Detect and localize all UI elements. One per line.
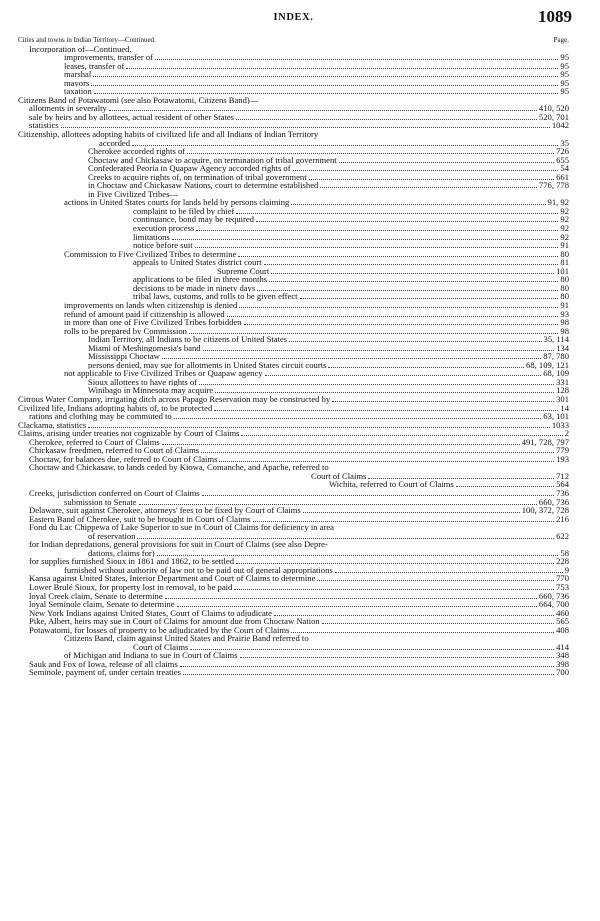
entry-text: limitations: [133, 232, 170, 242]
index-entry: [18, 446, 569, 455]
entry-text: in Choctaw and Chickasaw Nations, court to determine established: [88, 181, 319, 190]
entry-page-ref: Page.: [553, 36, 569, 44]
entry-text: Kansa against United States, Interior Department and Court of Claims to determine: [29, 574, 316, 583]
entry-page-ref: 58: [560, 548, 569, 558]
dot-leader: [236, 213, 558, 214]
entry-page-ref: 1042: [551, 121, 569, 131]
index-entry: [18, 224, 569, 233]
dot-leader: [162, 444, 520, 445]
entry-page-ref: 712: [556, 471, 569, 481]
index-entry: [18, 79, 569, 88]
entry-page-ref: 14: [560, 403, 569, 413]
dot-leader: [177, 606, 537, 607]
index-entry: [18, 395, 569, 404]
dot-leader: [303, 512, 520, 513]
entry-text: Creeks to acquire rights of, on termination of tribal government: [88, 172, 307, 182]
entry-text: Confederated Peoria in Quapaw Agency accorded rights of: [88, 164, 291, 173]
entry-text: dations, claims for): [88, 548, 155, 558]
index-entry: [18, 506, 569, 515]
entry-page-ref: 91: [560, 300, 569, 310]
entry-page-ref: 622: [556, 531, 569, 541]
entry-page-ref: 95: [560, 87, 569, 96]
entry-text: Eastern Band of Cherokee, suit to be brought in Court of Claims: [29, 514, 251, 524]
entry-page-ref: 776, 778: [538, 181, 569, 190]
entry-page-ref: 228: [556, 557, 569, 566]
entry-text: loyal Creek claim, Senate to determine: [29, 591, 163, 601]
entry-text: rolls to be prepared by Commission: [64, 326, 187, 336]
entry-text: complaint to be filed by chief: [133, 206, 235, 216]
dot-leader: [203, 350, 555, 351]
dot-leader: [183, 674, 554, 675]
index-entry: [18, 62, 569, 71]
entry-text: New York Indians against United States, Court of Claims to adjudicate: [29, 608, 272, 618]
entry-page-ref: 92: [560, 206, 569, 216]
dot-leader: [61, 127, 550, 128]
index-entry: [18, 523, 569, 532]
entry-page-ref: 660, 736: [538, 497, 569, 507]
index-entry: [18, 53, 569, 62]
entry-page-ref: 216: [556, 514, 569, 524]
header-title: INDEX.: [273, 12, 314, 23]
dot-leader: [214, 410, 558, 411]
entry-text: in more than one of Five Civilized Tribes forbidden: [64, 318, 242, 327]
entry-page-ref: 81: [560, 258, 569, 267]
index-entry: [18, 498, 569, 507]
index-entry: [18, 557, 569, 566]
entry-page-ref: 54: [560, 164, 569, 173]
entry-page-ref: 408: [556, 625, 569, 635]
entry-page-ref: 2: [564, 429, 569, 438]
dot-leader: [132, 145, 558, 146]
index-entry: [18, 566, 569, 575]
entry-text: persons denied, may sue for allotments in United States circuit courts: [88, 360, 327, 370]
dot-leader: [289, 341, 541, 342]
index-entry: [18, 318, 569, 327]
entry-page-ref: 134: [556, 343, 569, 353]
index-entry: [18, 292, 569, 301]
entry-text: refund of amount paid if citizenship is allowed: [64, 309, 225, 319]
dot-leader: [155, 59, 558, 60]
entry-text: actions in United States courts for lands held by persons claiming: [64, 198, 290, 207]
entry-text: Court of Claims: [133, 642, 189, 652]
index-entry: [18, 241, 569, 250]
entry-page-ref: 1033: [551, 420, 569, 430]
entry-text: Pike, Albert, heirs may sue in Court of Claims for amount due from Choctaw Nation: [29, 617, 320, 626]
index-entry: [18, 489, 569, 498]
index-entry: [18, 173, 569, 182]
entry-page-ref: 128: [556, 386, 569, 395]
entry-text: statistics: [29, 121, 59, 131]
entry-page-ref: 98: [560, 318, 569, 327]
index-entry: [18, 515, 569, 524]
entry-text: Commission to Five Civilized Tribes to determine: [64, 249, 237, 259]
index-entry: [18, 233, 569, 242]
entry-text: sale by heirs and by allottees, actual resident of other States: [29, 112, 234, 122]
dot-leader: [215, 392, 554, 393]
index-entry: [18, 404, 569, 413]
index-entry: [18, 139, 569, 148]
entry-text: Citizens Band, claim against United States and Prairie Band referred to: [64, 634, 309, 643]
dot-leader: [88, 427, 550, 428]
entry-text: furnished without authority of law not to be paid out of general appropriations: [64, 565, 333, 575]
index-entry: [18, 70, 569, 79]
entry-text: loyal Seminole claim, Senate to determine: [29, 600, 175, 609]
entry-text: Supreme Court: [217, 266, 270, 276]
dot-leader: [332, 401, 554, 402]
index-entry: [18, 651, 569, 660]
entry-text: submission to Senate: [64, 497, 137, 507]
dot-leader: [202, 495, 554, 496]
index-entry: [18, 369, 569, 378]
index-entries: [18, 36, 569, 677]
dot-leader: [257, 290, 558, 291]
entry-text: Cherokee accorded rights of: [88, 147, 186, 156]
index-entry: [18, 609, 569, 618]
dot-leader: [174, 418, 541, 419]
dot-leader: [339, 162, 554, 163]
index-entry: [18, 327, 569, 336]
entry-text: Delaware, suit against Cherokee, attorneys' fees to be fixed by Court of Claims: [29, 506, 301, 515]
entry-page-ref: 101: [556, 266, 569, 276]
entry-page-ref: 660, 736: [538, 591, 569, 601]
index-entry: [18, 472, 569, 481]
entry-page-ref: 87, 780: [543, 352, 569, 361]
dot-leader: [91, 85, 558, 86]
entry-page-ref: 9: [564, 565, 569, 575]
index-entry: [18, 121, 569, 130]
index-entry: [18, 344, 569, 353]
dot-leader: [93, 76, 558, 77]
entry-page-ref: 95: [560, 61, 569, 71]
index-entry: [18, 284, 569, 293]
entry-page-ref: 398: [556, 659, 569, 669]
index-entry: [18, 130, 569, 139]
entry-page-ref: 410, 520: [538, 104, 569, 113]
entry-page-ref: 348: [556, 651, 569, 660]
index-entry: [18, 215, 569, 224]
entry-page-ref: 80: [560, 292, 569, 301]
page-header: [18, 7, 572, 31]
entry-page-ref: 779: [556, 446, 569, 455]
entry-page-ref: 95: [560, 53, 569, 62]
dot-leader: [189, 333, 558, 334]
entry-text: Cherokee, referred to Court of Claims: [29, 437, 160, 447]
dot-leader: [137, 538, 554, 539]
index-entry: [18, 463, 569, 472]
entry-page-ref: 63, 101: [543, 412, 569, 421]
dot-leader: [317, 580, 554, 581]
dot-leader: [274, 615, 554, 616]
entry-page-ref: 736: [556, 488, 569, 498]
index-entry: [18, 198, 569, 207]
dot-leader: [162, 358, 541, 359]
entry-text: rations and clothing may be commuted to: [29, 412, 172, 421]
entry-page-ref: 753: [556, 583, 569, 592]
entry-page-ref: 95: [560, 78, 569, 88]
dot-leader: [219, 461, 554, 462]
entry-page-ref: 655: [556, 155, 569, 165]
dot-leader: [234, 589, 554, 590]
entry-text: improvements on lands when citizenship is denied: [64, 300, 238, 310]
entry-page-ref: 92: [560, 232, 569, 242]
index-entry: [18, 574, 569, 583]
index-entry: [18, 592, 569, 601]
dot-leader: [94, 93, 559, 94]
entry-text: of Michigan and Indiana to sue in Court of Claims: [64, 651, 238, 660]
entry-text: Chickasaw freedmen, referred to Court of Claims: [29, 446, 200, 455]
entry-text: taxation: [64, 87, 92, 96]
index-entry: [18, 412, 569, 421]
entry-text: marshal: [64, 70, 92, 79]
index-entry: [18, 156, 569, 165]
dot-leader: [320, 187, 537, 188]
dot-leader: [253, 521, 555, 522]
dot-leader: [201, 452, 554, 453]
header-page-number: 1089: [538, 7, 572, 26]
entry-text: Creeks, jurisdiction conferred on Court of Claims: [29, 488, 200, 498]
index-entry: [18, 617, 569, 626]
dot-leader: [240, 657, 555, 658]
dot-leader: [456, 486, 554, 487]
index-entry: [18, 45, 569, 54]
entry-text: tribal laws, customs, and rolls to be given effect: [133, 292, 298, 301]
entry-text: leases, transfer of: [64, 61, 125, 71]
entry-page-ref: 80: [560, 275, 569, 284]
entry-text: Indian Territory, all Indians to be citizens of United States: [88, 335, 288, 344]
dot-leader: [109, 110, 537, 111]
index-entry: [18, 36, 569, 45]
entry-text: Lower Brulé Sioux, for property lost in removal, to be paid: [29, 583, 233, 592]
dot-leader: [236, 119, 537, 120]
entry-text: Fond du Lac Chippewa of Lake Superior to sue in Court of Claims for deficiency in area: [29, 523, 334, 532]
entry-text: allotments in severalty: [29, 104, 107, 113]
index-entry: [18, 549, 569, 558]
dot-leader: [265, 375, 542, 376]
entry-page-ref: 770: [556, 574, 569, 583]
entry-text: improvements, transfer of: [64, 53, 154, 62]
dot-leader: [139, 504, 537, 505]
entry-page-ref: 35: [560, 138, 569, 148]
index-entry: [18, 626, 569, 635]
entry-page-ref: 68, 109: [543, 369, 569, 378]
entry-page-ref: 664, 700: [538, 600, 569, 609]
dot-leader: [322, 623, 554, 624]
entry-page-ref: 661: [556, 172, 569, 182]
entry-text: Seminole, payment of, under certain treaties: [29, 668, 182, 678]
entry-text: Miami of Meshingomesia's band: [88, 343, 201, 353]
entry-page-ref: 414: [556, 642, 569, 652]
dot-leader: [309, 179, 555, 180]
entry-text: mayors: [64, 78, 90, 88]
index-entry: [18, 275, 569, 284]
dot-leader: [239, 307, 558, 308]
index-entry: [18, 455, 569, 464]
entry-text: Potawatomi, for losses of property to be adjudicated by the Court of Claims: [29, 625, 290, 635]
entry-page-ref: 80: [560, 283, 569, 293]
entry-page-ref: 520, 701: [538, 112, 569, 122]
index-entry: [18, 634, 569, 643]
index-entry: [18, 147, 569, 156]
index-entry: [18, 361, 569, 370]
index-entry: [18, 668, 569, 677]
entry-text: notice before suit: [133, 241, 193, 250]
dot-leader: [328, 367, 524, 368]
dot-leader: [236, 563, 554, 564]
entry-text: applications to be filed in three months: [133, 275, 268, 284]
dot-leader: [269, 281, 558, 282]
index-entry: [18, 438, 569, 447]
entry-text: Clackama, statistics: [18, 420, 87, 430]
dot-leader: [300, 298, 559, 299]
index-entry: [18, 600, 569, 609]
entry-text: for Indian depredations, general provisions for suit in Court of Claims (see also Depre-: [29, 540, 328, 549]
dot-leader: [291, 204, 545, 205]
dot-leader: [256, 221, 558, 222]
dot-leader: [227, 316, 559, 317]
dot-leader: [172, 239, 559, 240]
dot-leader: [241, 435, 562, 436]
index-entry: [18, 310, 569, 319]
dot-leader: [238, 256, 558, 257]
entry-page-ref: 95: [560, 70, 569, 79]
dot-leader: [291, 632, 554, 633]
entry-page-ref: 92: [560, 215, 569, 225]
entry-page-ref: 35, 114: [543, 335, 569, 344]
dot-leader: [180, 666, 554, 667]
index-entry: [18, 190, 569, 199]
index-entry: [18, 532, 569, 541]
index-entry: [18, 480, 569, 489]
entry-text: Winibago in Minnesota may acquire: [88, 386, 214, 395]
entry-page-ref: 491, 728, 797: [521, 437, 569, 447]
index-entry: [18, 301, 569, 310]
entry-text: Court of Claims: [311, 471, 367, 481]
entry-page-ref: 80: [560, 249, 569, 259]
index-entry: [18, 207, 569, 216]
entry-text: in Five Civilized Tribes—: [88, 189, 179, 199]
index-entry: [18, 164, 569, 173]
index-entry: [18, 386, 569, 395]
dot-leader: [196, 230, 558, 231]
entry-text: Incorporation of—Continued.: [29, 44, 132, 54]
entry-page-ref: 92: [560, 224, 569, 233]
dot-leader: [293, 170, 559, 171]
entry-page-ref: 565: [556, 617, 569, 626]
index-entry: [18, 250, 569, 259]
entry-text: for supplies furnished Sioux in 1861 and 1862, to be settled: [29, 557, 235, 566]
entry-page-ref: 564: [556, 480, 569, 489]
index-entry: [18, 258, 569, 267]
entry-page-ref: 700: [556, 668, 569, 678]
entry-page-ref: 193: [556, 454, 569, 464]
entry-text: not applicable to Five Civilized Tribes or Quapaw agency: [64, 369, 263, 378]
index-entry: [18, 583, 569, 592]
entry-text: continuance, bond may be required: [133, 215, 254, 225]
dot-leader: [335, 572, 563, 573]
dot-leader: [157, 555, 559, 556]
dot-leader: [126, 68, 558, 69]
dot-leader: [195, 247, 559, 248]
entry-text: Citrous Water Company, irrigating ditch across Papago Reservation may be constructed by: [18, 394, 331, 404]
entry-page-ref: 100, 372, 728: [521, 506, 569, 515]
entry-page-ref: 726: [556, 147, 569, 156]
index-entry: [18, 181, 569, 190]
index-entry: [18, 113, 569, 122]
entry-page-ref: 460: [556, 608, 569, 618]
entry-text: Citizens Band of Potawatomi (see also Potawatomi, Citizens Band)—: [18, 95, 259, 105]
dot-leader: [244, 324, 559, 325]
dot-leader: [199, 384, 554, 385]
entry-text: appeals to United States district court: [133, 258, 262, 267]
entry-text: Choctaw and Chickasaw to acquire, on termination of tribal government: [88, 155, 337, 165]
index-entry: [18, 87, 569, 96]
dot-leader: [190, 649, 554, 650]
entry-text: Citizenship, allottees adopting habits of civilized life and all Indians of Indian Territory: [18, 130, 319, 139]
entry-text: Sioux allottees to have rights of: [88, 377, 198, 387]
entry-page-ref: 91, 92: [547, 198, 569, 207]
index-entry: [18, 540, 569, 549]
entry-page-ref: 91: [560, 241, 569, 250]
entry-page-ref: 93: [560, 309, 569, 319]
index-entry: [18, 352, 569, 361]
index-entry: [18, 660, 569, 669]
index-entry: [18, 421, 569, 430]
dot-leader: [271, 273, 554, 274]
entry-text: Civilized life, Indians adopting habits of, to be protected: [18, 403, 213, 413]
dot-leader: [264, 264, 559, 265]
index-entry: [18, 378, 569, 387]
index-entry: [18, 643, 569, 652]
entry-text: execution process: [133, 224, 195, 233]
entry-text: accorded: [99, 138, 131, 148]
entry-page-ref: 301: [556, 394, 569, 404]
index-entry: [18, 429, 569, 438]
entry-text: Sauk and Fox of Iowa, release of all claims: [29, 659, 178, 669]
index-entry: [18, 104, 569, 113]
entry-text: decisions to be made in ninety days: [133, 283, 256, 293]
entry-text: Mississippi Choctaw: [88, 352, 160, 361]
index-entry: [18, 267, 569, 276]
dot-leader: [187, 153, 554, 154]
entry-page-ref: 68, 109, 121: [526, 360, 569, 370]
entry-text: of reservation: [88, 531, 136, 541]
entry-text: Claims, arising under treaties not cognizable by Court of Claims: [18, 429, 240, 438]
entry-text: Cities and towns in Indian Territory—Continued.: [18, 36, 156, 44]
index-entry: [18, 335, 569, 344]
entry-page-ref: 98: [560, 326, 569, 336]
dot-leader: [368, 478, 554, 479]
entry-text: Choctaw, for balances due, referred to Court of Claims: [29, 454, 218, 464]
entry-text: Wichita, referred to Court of Claims: [329, 480, 454, 489]
entry-page-ref: 331: [556, 377, 569, 387]
entry-text: Choctaw and Chickasaw, to lands ceded by Kiowa, Comanche, and Apache, referred to: [29, 463, 329, 472]
index-entry: [18, 96, 569, 105]
dot-leader: [165, 598, 537, 599]
